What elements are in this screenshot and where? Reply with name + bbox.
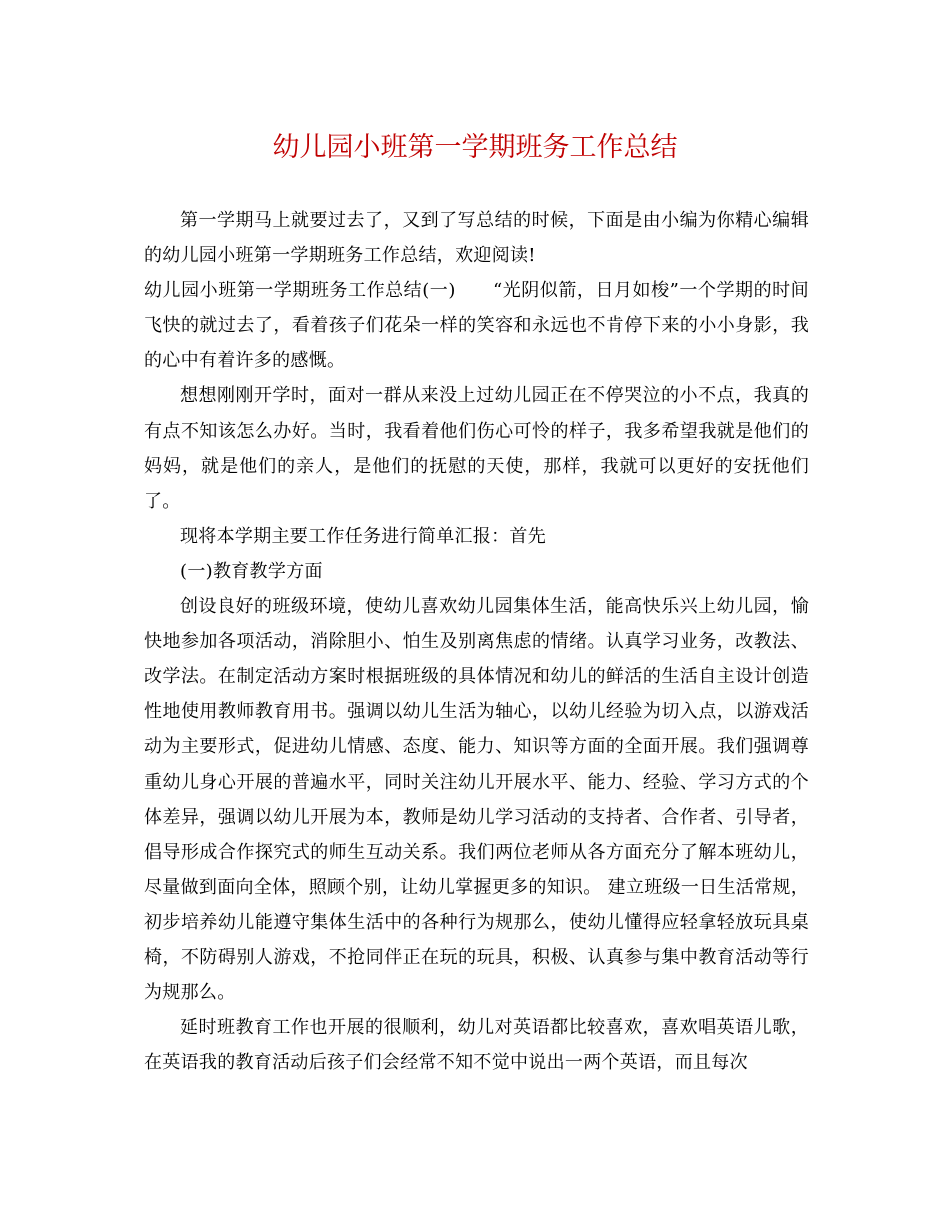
section-heading-education: (一)教育教学方面 — [180, 560, 323, 582]
paragraph-start-of-term: 想想刚刚开学时，面对一群从来没上过幼儿园正在不停哭泣的小不点，我真的有点不知该怎么办好。当时，我看着他们伤心可怜的样子，我多希望我就是他们的妈妈，就是他们的亲人，是他们的抚慰的天使，那样，我就可以更好的安抚他们了。 — [144, 385, 809, 512]
paragraph-extended-class: 延时班教育工作也开展的很顺利，幼儿对英语都比较喜欢，喜欢唱英语儿歌，在英语我的教育活动后孩子们会经常不知不觉中说出一两个英语，而且每次 — [144, 1017, 809, 1074]
paragraph-intro: 第一学期马上就要过去了，又到了写总结的时候，下面是由小编为你精心编辑的幼儿园小班第一学期班务工作总结，欢迎阅读! — [144, 210, 809, 267]
paragraph-section-one-opening: 幼儿园小班第一学期班务工作总结(一) “光阴似箭，日月如梭”一个学期的时间飞快的就过去了，看着孩子们花朵一样的笑容和永远也不肯停下来的小小身影，我的心中有着许多的感慨。 — [144, 280, 809, 372]
paragraph-education-teaching: 创设良好的班级环境，使幼儿喜欢幼儿园集体生活，能高快乐兴上幼儿园，愉快地参加各项活动，消除胆小、怕生及别离焦虑的情绪。认真学习业务，改教法、改学法。在制定活动方案时根据班级的具体情况和幼儿的鲜活的生活自主设计创造性地使用教师教育用书。强调以幼儿生活为轴心，以幼儿经验为切入点，以游戏活动为主要形式，促进幼儿情感、态度、能力、知识等方面的全面开展。我们强调尊重幼儿身心开展的普遍水平，同时关注幼儿开展水平、能力、经验、学习方式的个体差异，强调以幼儿开展为本，教师是幼儿学习活动的支持者、合作者、引导者，倡导形成合作探究式的师生互动关系。我们两位老师从各方面充分了解本班幼儿，尽量做到面向全体，照顾个别，让幼儿掌握更多的知识。 建立班级一日生活常规，初步培养幼儿能遵守集体生活中的各种行为规那么，使幼儿懂得应轻拿轻放玩具桌椅，不防碍别人游戏，不抢同伴正在玩的玩具，积极、认真参与集中教育活动等行为规那么。 — [144, 596, 809, 1004]
document-body — [144, 203, 809, 1080]
document-title: 幼儿园小班第一学期班务工作总结 — [272, 132, 678, 163]
paragraph-report-intro: 现将本学期主要工作任务进行简单汇报：首先 — [180, 525, 546, 547]
